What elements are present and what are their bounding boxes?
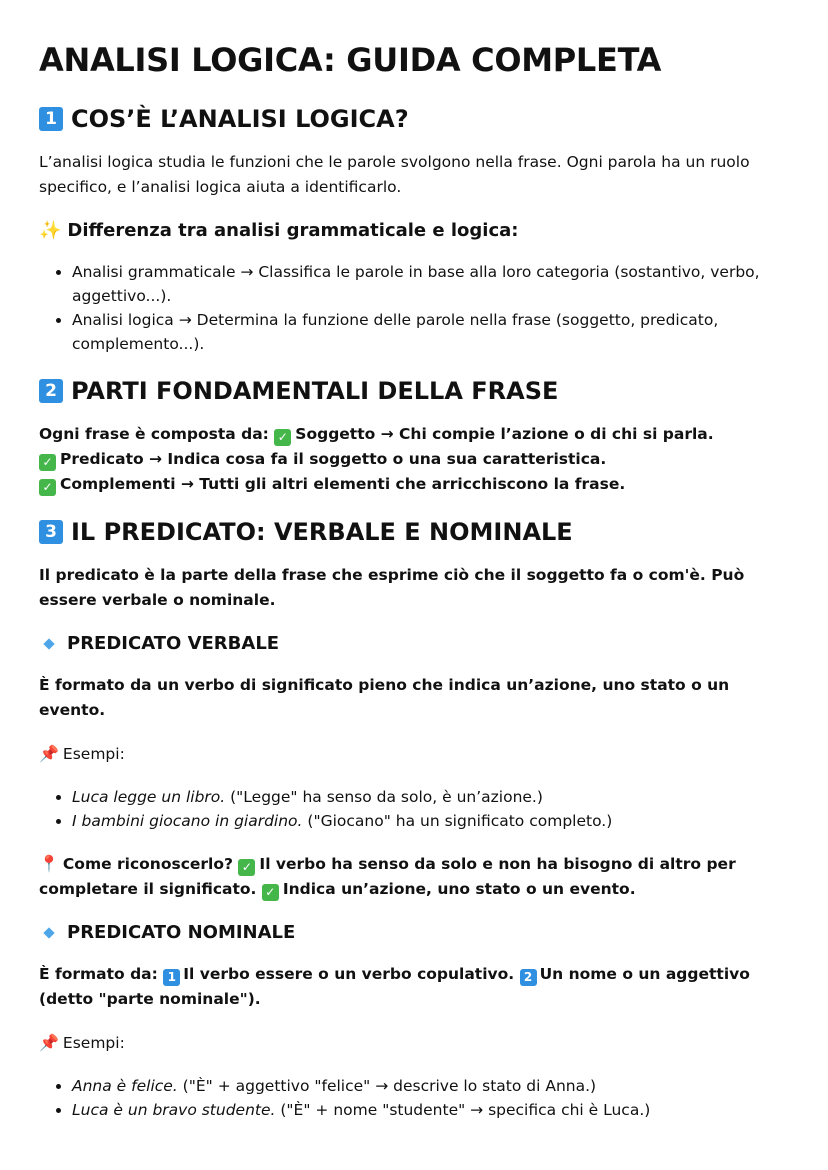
section-2-title: PARTI FONDAMENTALI DELLA FRASE — [71, 377, 559, 405]
difference-subheading-text: Differenza tra analisi grammaticale e logica: — [67, 220, 519, 241]
nominale-def-1: Il verbo essere o un verbo copulativo. — [183, 965, 515, 983]
nominale-examples-list — [39, 1074, 788, 1122]
section-2-lead: Ogni frase è composta da: — [39, 425, 269, 443]
example-note: ("È" + aggettivo "felice" → descrive lo stato di Anna.) — [177, 1077, 597, 1095]
how-point-2: Indica un’azione, uno stato o un evento. — [282, 880, 636, 898]
section-1-intro: L’analisi logica studia le funzioni che le parole svolgono nella frase. Ogni parola ha un ruolo specifico, e l’analisi logica aiuta a identificarlo. — [39, 153, 750, 196]
list-item — [72, 1098, 788, 1122]
nominale-definition — [39, 962, 788, 1012]
check-mark-icon: ✓ — [274, 429, 291, 446]
example-sentence: Luca legge un libro. — [72, 788, 226, 806]
list-item — [72, 1074, 788, 1098]
nominale-heading — [39, 920, 788, 946]
part-complementi: Complementi → Tutti gli altri elementi che arricchiscono la frase. — [60, 475, 626, 493]
round-pushpin-icon: 📍 — [39, 854, 59, 873]
how-point-1: Il verbo ha senso da solo e non ha bisogno di altro per completare il significato. — [39, 855, 736, 898]
list-item: • Analisi grammaticale → Classifica le parole in base alla loro categoria (sostantivo, verbo, aggettivo...). — [72, 260, 788, 308]
check-mark-icon: ✓ — [262, 884, 279, 901]
nominale-examples-label — [39, 1030, 788, 1056]
keycap-3-icon: 3 — [39, 520, 63, 544]
section-3-intro: Il predicato è la parte della frase che esprime ciò che il soggetto fa o com'è. Può essere verbale o nominale. — [39, 566, 745, 609]
verbale-examples-list — [39, 785, 788, 833]
section-1-title: COS’È L’ANALISI LOGICA? — [71, 105, 409, 133]
list-item: • Analisi logica → Determina la funzione delle parole nella frase (soggetto, predicato, complemento...). — [72, 308, 788, 356]
section-2-heading — [39, 374, 788, 408]
blue-diamond-icon — [43, 638, 54, 649]
keycap-1-icon: 1 — [163, 969, 180, 986]
difference-list — [39, 260, 788, 356]
nominale-def-2: Un nome o un aggettivo (detto "parte nominale"). — [39, 965, 750, 1008]
keycap-2-icon: 2 — [520, 969, 537, 986]
example-note: ("Legge" ha senso da solo, è un’azione.) — [225, 788, 543, 806]
keycap-1-icon: 1 — [39, 107, 63, 131]
verbale-examples-label — [39, 741, 788, 767]
example-sentence: Anna è felice. — [72, 1077, 178, 1095]
verbale-how-to — [39, 851, 788, 902]
difference-subheading — [39, 218, 788, 244]
examples-label-text: Esempi: — [62, 1034, 125, 1052]
part-predicato: Predicato → Indica cosa fa il soggetto o una sua caratteristica. — [60, 450, 607, 468]
nominale-heading-text: PREDICATO NOMINALE — [67, 922, 296, 943]
verbale-definition: È formato da un verbo di significato pieno che indica un’azione, uno stato o un evento. — [39, 676, 730, 719]
section-2-body — [39, 422, 788, 497]
keycap-2-icon: 2 — [39, 379, 63, 403]
sparkles-icon: ✨ — [39, 220, 62, 241]
example-note: ("Giocano" ha un significato completo.) — [302, 812, 613, 830]
example-note: ("È" + nome "studente" → specifica chi è Luca.) — [275, 1101, 651, 1119]
verbale-heading — [39, 631, 788, 657]
list-item — [72, 785, 788, 809]
section-3-heading — [39, 515, 788, 549]
check-mark-icon: ✓ — [39, 479, 56, 496]
how-label: Come riconoscerlo? — [62, 855, 234, 873]
check-mark-icon: ✓ — [238, 859, 255, 876]
section-1-heading — [39, 102, 788, 136]
list-item — [72, 809, 788, 833]
example-sentence: Luca è un bravo studente. — [72, 1101, 276, 1119]
nominale-def-lead: È formato da: — [39, 965, 158, 983]
pushpin-icon: 📌 — [39, 1033, 59, 1052]
examples-label-text: Esempi: — [62, 745, 125, 763]
verbale-heading-text: PREDICATO VERBALE — [67, 633, 280, 654]
blue-diamond-icon — [43, 927, 54, 938]
pushpin-icon: 📌 — [39, 744, 59, 763]
part-soggetto: Soggetto → Chi compie l’azione o di chi si parla. — [295, 425, 714, 443]
check-mark-icon: ✓ — [39, 454, 56, 471]
example-sentence: I bambini giocano in giardino. — [72, 812, 303, 830]
section-3-title: IL PREDICATO: VERBALE E NOMINALE — [71, 518, 573, 546]
page-title: ANALISI LOGICA: GUIDA COMPLETA — [39, 41, 662, 79]
